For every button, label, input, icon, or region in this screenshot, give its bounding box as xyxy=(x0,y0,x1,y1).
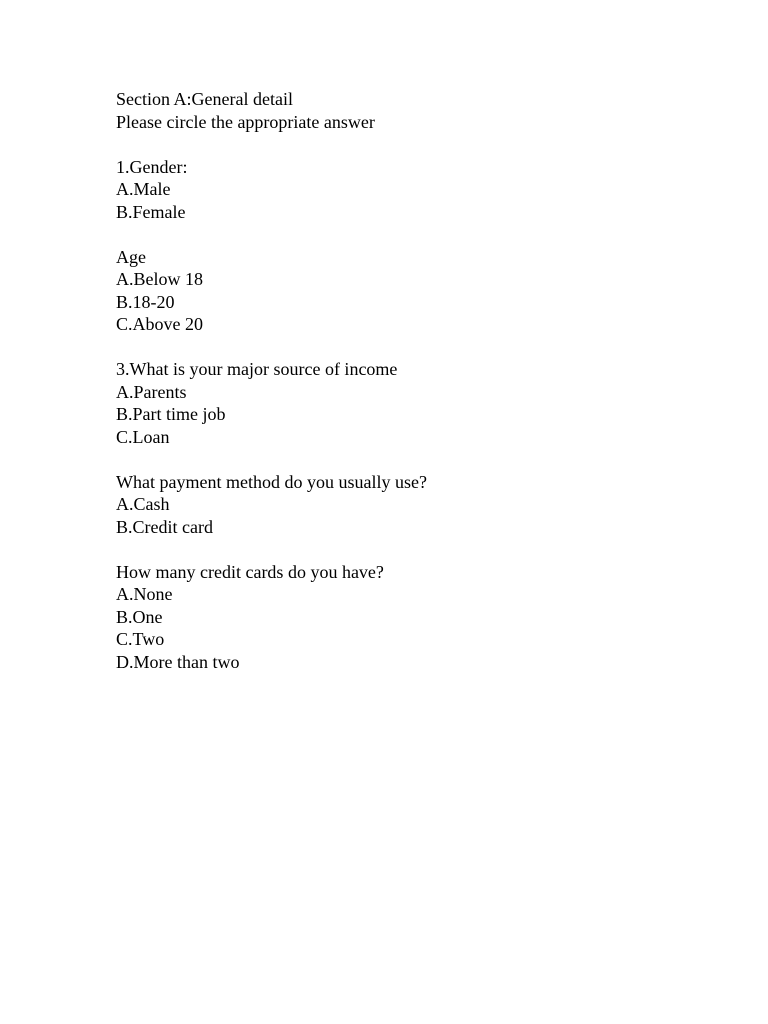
section-title: Section A:General detail xyxy=(116,89,293,109)
option-one: B.One xyxy=(116,606,163,627)
option-loan: C.Loan xyxy=(116,426,170,447)
option-more-than-two: D.More than two xyxy=(116,651,240,672)
option-below-18: A.Below 18 xyxy=(116,269,203,289)
instruction-text: Please circle the appropriate answer xyxy=(116,111,375,132)
question-text: What payment method do you usually use? xyxy=(116,471,427,492)
option-male: A.Male xyxy=(116,179,171,199)
question-income-source xyxy=(116,358,716,448)
option-female: B.Female xyxy=(116,201,186,222)
question-text: 1.Gender: xyxy=(116,156,188,177)
question-payment-method xyxy=(116,471,716,539)
questionnaire-page xyxy=(116,88,716,696)
question-credit-card-count xyxy=(116,561,716,674)
option-two: C.Two xyxy=(116,629,165,649)
option-part-time-job: B.Part time job xyxy=(116,404,226,424)
option-18-20: B.18-20 xyxy=(116,291,175,312)
question-text: Age xyxy=(116,246,146,267)
option-credit-card: B.Credit card xyxy=(116,516,213,537)
option-cash: A.Cash xyxy=(116,494,170,514)
question-age xyxy=(116,246,716,336)
option-above-20: C.Above 20 xyxy=(116,314,203,334)
question-text: How many credit cards do you have? xyxy=(116,561,384,582)
option-parents: A.Parents xyxy=(116,381,187,402)
question-text: 3.What is your major source of income xyxy=(116,359,398,379)
question-gender xyxy=(116,156,716,224)
option-none: A.None xyxy=(116,584,173,604)
section-header xyxy=(116,88,716,133)
